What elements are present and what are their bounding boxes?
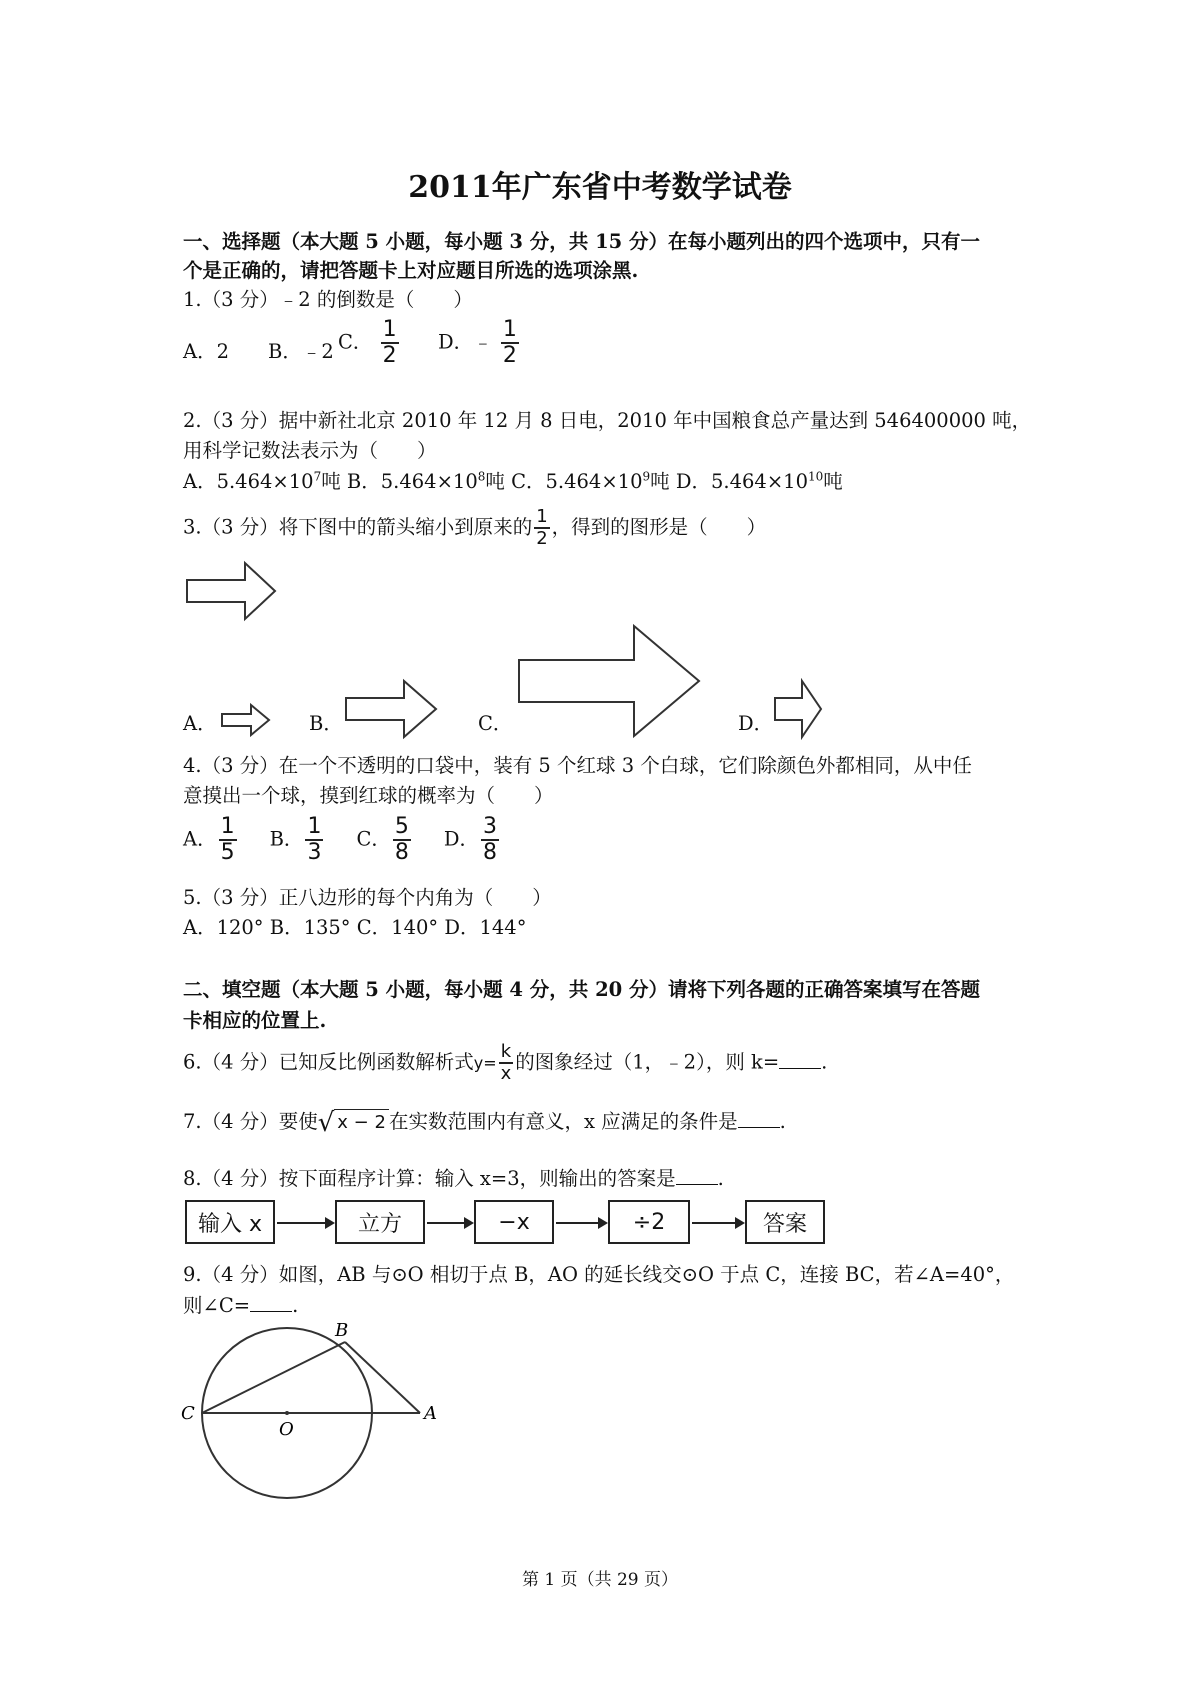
q3-option-b-label: B． xyxy=(309,712,343,735)
q6-function-y: y= xyxy=(473,1053,497,1073)
q1-option-d-label: D．﹣ xyxy=(438,330,493,354)
q4-option-c-label: C． xyxy=(356,827,391,851)
q1-option-b: B．﹣2 xyxy=(268,340,334,363)
q4-option-a-label: A． xyxy=(183,827,217,851)
fraction-denominator: 3 xyxy=(307,840,322,865)
section1-heading-line1: 一、选择题（本大题 5 小题，每小题 3 分，共 15 分）在每小题列出的四个选项中，只有一 xyxy=(183,230,981,253)
q7-stem-text: 7.（4 分）要使 xyxy=(183,1110,318,1133)
q4-option-d-label: D． xyxy=(443,827,479,851)
section2-heading-line2: 卡相应的位置上. xyxy=(183,1009,327,1032)
q7-radicand: x − 2 xyxy=(334,1109,389,1137)
section1-heading-line2: 个是正确的，请把答题卡上对应题目所选的选项涂黑. xyxy=(183,259,639,282)
fraction-numerator: 1 xyxy=(220,814,235,839)
fraction-denominator: 2 xyxy=(502,343,517,368)
q3-stem xyxy=(183,507,766,549)
q2-option-c xyxy=(511,470,670,493)
q6-stem-tail: 的图象经过（1，﹣2），则 k= xyxy=(515,1050,780,1074)
flow-box-cube: 立方 xyxy=(335,1200,425,1244)
fraction-numerator: 1 xyxy=(307,814,322,839)
q6-stem-text: 6.（4 分）已知反比例函数解析式 xyxy=(183,1050,474,1074)
q9-answer-blank[interactable] xyxy=(250,1295,292,1312)
q7-end-mark: . xyxy=(779,1110,786,1133)
q2-options xyxy=(183,466,843,494)
q4-option-b-label: B． xyxy=(269,827,304,851)
q6-answer-blank[interactable] xyxy=(779,1052,821,1069)
q8-stem-text: 8.（4 分）按下面程序计算：输入 x=3，则输出的答案是 xyxy=(183,1167,676,1190)
q3-original-arrow xyxy=(180,560,280,622)
q3-option-c-arrow xyxy=(513,622,703,740)
q5-options: A．120° B．135° C．140° D．144° xyxy=(183,916,527,939)
q2-stem-line2: 用科学记数法表示为（ ） xyxy=(183,439,437,462)
label-b: B xyxy=(335,1320,349,1341)
flow-box-negate: −x xyxy=(474,1200,554,1244)
fraction-numerator: k xyxy=(500,1041,512,1062)
q3-option-a-label: A． xyxy=(183,712,217,735)
q9-end-mark: . xyxy=(292,1294,299,1317)
fraction-numerator: 1 xyxy=(382,317,397,342)
q2-option-c-base: C．5.464×10 xyxy=(511,470,643,493)
page-title: 2011年广东省中考数学试卷 xyxy=(408,170,792,205)
center-point xyxy=(285,1411,289,1415)
q2-option-b xyxy=(347,470,505,493)
q4-option-d-fraction xyxy=(481,815,499,865)
q1-stem: 1.（3 分）﹣2 的倒数是（ ） xyxy=(183,288,473,311)
fraction-numerator: 1 xyxy=(502,317,517,342)
q1-option-c xyxy=(338,318,401,368)
q8-answer-blank[interactable] xyxy=(676,1168,718,1185)
flow-arrow-2 xyxy=(427,1222,472,1224)
q3-stem-tail: ，得到的图形是（ ） xyxy=(551,515,767,539)
q2-option-c-unit: 吨 xyxy=(650,470,670,493)
q2-option-b-base: B．5.464×10 xyxy=(346,470,478,493)
q2-option-a-unit: 吨 xyxy=(321,470,341,493)
q1-option-d xyxy=(438,318,521,368)
q4-stem-line1: 4.（3 分）在一个不透明的口袋中，装有 5 个红球 3 个白球，它们除颜色外都相同，从中任 xyxy=(183,754,972,777)
fraction-denominator: 2 xyxy=(536,528,548,549)
q3-option-d-label: D． xyxy=(738,712,774,735)
fraction-denominator: x xyxy=(500,1063,512,1084)
q2-option-d xyxy=(676,470,843,493)
q3-fraction xyxy=(534,507,549,549)
q9-stem-text: 则∠C= xyxy=(183,1294,251,1317)
q7-answer-blank[interactable] xyxy=(738,1111,780,1128)
q2-stem-line1: 2.（3 分）据中新社北京 2010 年 12 月 8 日电，2010 年中国粮食总产量达到 546400000 吨， xyxy=(183,409,1032,432)
q7-stem-tail: 在实数范围内有意义，x 应满足的条件是 xyxy=(388,1110,738,1133)
q2-option-a-base: A．5.464×10 xyxy=(183,470,314,493)
sqrt-icon: √ xyxy=(317,1107,335,1138)
q6-stem xyxy=(183,1042,827,1084)
q6-fraction xyxy=(499,1042,514,1084)
flow-box-divide: ÷2 xyxy=(608,1200,690,1244)
q3-option-b-arrow xyxy=(343,678,443,740)
flow-arrow-4 xyxy=(692,1222,743,1224)
q2-option-a xyxy=(183,470,341,493)
q1-option-c-label: C． xyxy=(338,330,373,354)
q9-stem-line1: 9.（4 分）如图，AB 与⊙O 相切于点 B，AO 的延长线交⊙O 于点 C，连接 BC，若∠A=40°， xyxy=(183,1263,1015,1286)
q3-option-a-arrow xyxy=(218,702,278,738)
q2-option-b-exponent: 8 xyxy=(477,469,486,484)
q4-options xyxy=(183,815,501,865)
q2-option-d-unit: 吨 xyxy=(823,470,843,493)
q3-option-d-arrow xyxy=(772,678,824,740)
label-c: C xyxy=(181,1403,195,1424)
label-o: O xyxy=(279,1419,294,1440)
q9-geometry-figure xyxy=(175,1318,445,1518)
q8-stem xyxy=(183,1163,724,1191)
fraction-numerator: 3 xyxy=(483,814,497,839)
q1-option-c-fraction xyxy=(381,318,399,368)
flow-box-input: 输入 x xyxy=(185,1200,275,1244)
q2-option-b-unit: 吨 xyxy=(485,470,505,493)
flow-arrow-3 xyxy=(556,1222,606,1224)
fraction-numerator: 5 xyxy=(394,814,409,839)
q4-option-b-fraction xyxy=(305,815,323,865)
fraction-denominator: 5 xyxy=(220,840,235,865)
flow-arrow-1 xyxy=(277,1222,333,1224)
q4-option-c-fraction xyxy=(393,815,411,865)
q7-stem xyxy=(183,1106,786,1137)
q2-option-c-exponent: 9 xyxy=(642,469,651,484)
section2-heading-line1: 二、填空题（本大题 5 小题，每小题 4 分，共 20 分）请将下列各题的正确答案填写在答题 xyxy=(183,978,981,1001)
q2-option-d-exponent: 10 xyxy=(807,469,824,484)
fraction-denominator: 2 xyxy=(382,343,397,368)
q9-stem-line2 xyxy=(183,1290,298,1318)
q1-option-d-fraction xyxy=(501,318,519,368)
q3-stem-text: 3.（3 分）将下图中的箭头缩小到原来的 xyxy=(183,515,533,539)
q8-end-mark: . xyxy=(717,1167,724,1190)
page-footer: 第 1 页（共 29 页） xyxy=(521,1570,679,1590)
q1-option-a: A．2 xyxy=(183,340,229,363)
q6-end-mark: . xyxy=(821,1050,828,1074)
flow-box-answer: 答案 xyxy=(745,1200,825,1244)
fraction-numerator: 1 xyxy=(536,506,548,527)
q3-option-c-label: C． xyxy=(478,712,513,735)
line-ba xyxy=(345,1342,420,1413)
q5-stem: 5.（3 分）正八边形的每个内角为（ ） xyxy=(183,886,552,909)
fraction-denominator: 8 xyxy=(394,840,409,865)
line-cb xyxy=(202,1342,345,1413)
fraction-denominator: 8 xyxy=(483,840,497,865)
q7-sqrt xyxy=(318,1109,389,1137)
q2-option-d-base: D．5.464×10 xyxy=(675,470,808,493)
q2-option-a-exponent: 7 xyxy=(313,469,322,484)
q4-option-a-fraction xyxy=(219,815,237,865)
label-a: A xyxy=(424,1403,437,1424)
q4-stem-line2: 意摸出一个球，摸到红球的概率为（ ） xyxy=(183,784,554,807)
